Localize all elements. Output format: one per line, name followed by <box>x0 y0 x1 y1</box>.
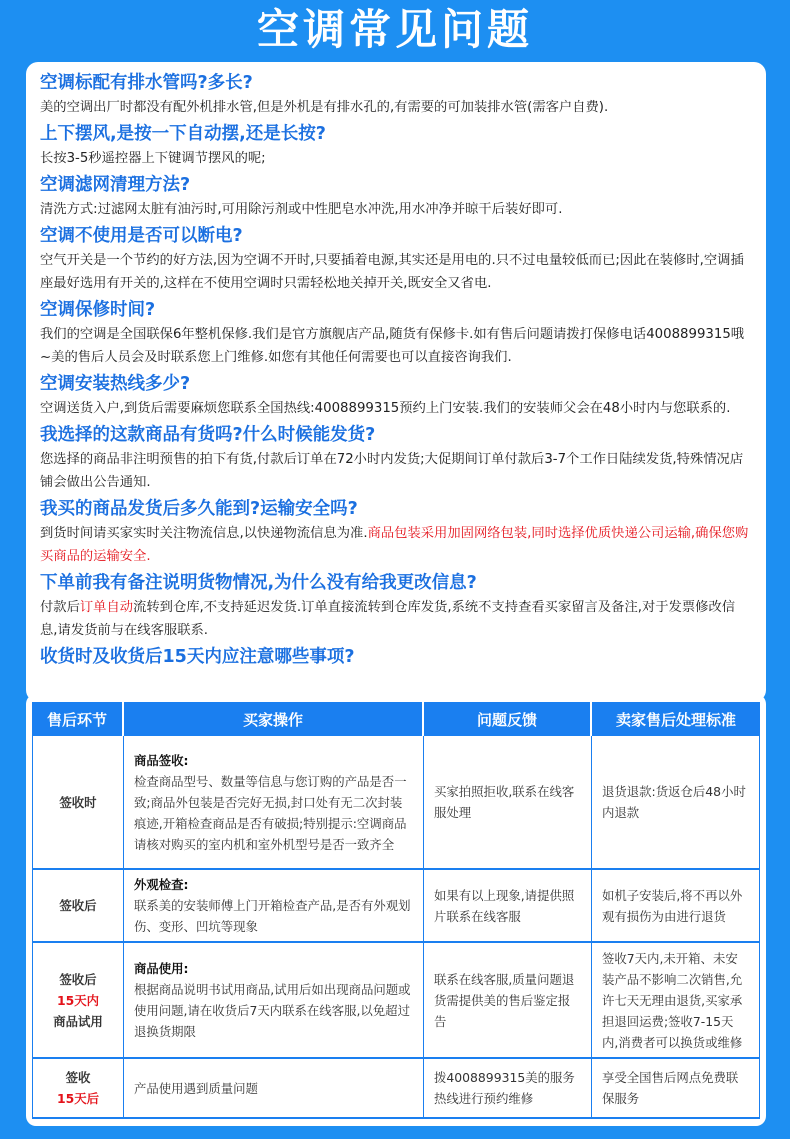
stage-label: 15天内 <box>56 992 100 1008</box>
stage-label: 15天后 <box>56 1091 100 1106</box>
faq-answer-text: 流转到仓库,不支持延迟发货.订单直接流转到仓库发货,系统不支持查看买家留言及备注,对于发票修改信息,请发货前与在线客服联系. <box>40 600 736 638</box>
faq-answer <box>40 596 752 642</box>
faq-item <box>40 371 752 420</box>
faq-answer <box>40 198 752 221</box>
faq-answer-text: 美的空调出厂时都没有配外机排水管,但是外机是有排水孔的,有需要的可加装排水管(需客户自费). <box>40 100 609 115</box>
seller-standard-cell: 签收7天内,未开箱、未安装产品不影响二次销售,允许七天无理由退货,买家承担退回运费;签收7-15天内,消费者可以换货或维修 <box>592 943 760 1059</box>
faq-question: 上下摆风,是按一下自动摆,还是长按? <box>40 124 326 144</box>
faq-item <box>40 496 752 568</box>
faq-answer <box>40 147 752 170</box>
buyer-action-text: 检查商品型号、数量等信息与您订购的产品是否一致;商品外包装是否完好无损,封口处有无二次封装痕迹,开箱检查商品是否有破损;特别提示:空调商品请核对购买的室内机和室外机型号是否一致齐全 <box>134 773 407 852</box>
faq-answer-highlight: 商品包装采用加固网络包装,同时选择优质快递公司运输,确保您购买商品的运输安全. <box>40 526 749 564</box>
buyer-action-cell <box>124 870 424 943</box>
seller-standard-cell: 如机子安装后,将不再以外观有损伤为由进行退货 <box>592 870 760 943</box>
stage-cell <box>32 943 124 1059</box>
faq-answer <box>40 323 752 369</box>
after-sales-card <box>26 694 766 1126</box>
faq-question: 空调标配有排水管吗?多长? <box>40 73 253 93</box>
faq-question: 空调保修时间? <box>40 300 156 320</box>
after-sales-table <box>32 702 760 1119</box>
header-buyer-action: 买家操作 <box>124 702 424 736</box>
faq-answer-text: 空气开关是一个节约的好方法,因为空调不开时,只要插着电源,其实还是用电的.只不过电量较低而已;因此在装修时,空调插座最好选用有开关的,这样在不使用空调时只需轻松地关掉开关,既安全又省电. <box>40 253 744 291</box>
page-title: 空调常见问题 <box>256 5 533 54</box>
faq-answer-text: 到货时间请买家实时关注物流信息,以快递物流信息为准. <box>40 526 368 541</box>
feedback-cell: 买家拍照拒收,联系在线客服处理 <box>424 736 592 870</box>
header-seller-standard: 卖家售后处理标准 <box>592 702 760 736</box>
faq-item <box>40 570 752 642</box>
faq-item <box>40 297 752 369</box>
stage-cell <box>32 870 124 943</box>
faq-question: 我买的商品发货后多久能到?运输安全吗? <box>40 499 358 519</box>
buyer-action-title: 外观检查: <box>134 877 189 892</box>
table-row <box>32 736 760 870</box>
stage-cell <box>32 736 124 870</box>
buyer-action-text: 产品使用遇到质量问题 <box>134 1080 258 1096</box>
buyer-action-text: 联系美的安装师傅上门开箱检查产品,是否有外观划伤、变形、凹坑等现象 <box>134 898 411 934</box>
faq-item <box>40 172 752 221</box>
stage-label: 签收后 <box>59 971 97 987</box>
faq-question: 空调不使用是否可以断电? <box>40 226 243 246</box>
faq-answer-text: 长按3-5秒遥控器上下键调节摆风的呢; <box>40 151 266 166</box>
faq-question: 收货时及收货后15天内应注意哪些事项? <box>40 647 355 667</box>
feedback-cell: 如果有以上现象,请提供照片联系在线客服 <box>424 870 592 943</box>
faq-item <box>40 121 752 170</box>
faq-answer-text: 空调送货入户,到货后需要麻烦您联系全国热线:4008899315预约上门安装.我们的安装师父会在48小时内与您联系的. <box>40 401 731 416</box>
table-row <box>32 870 760 943</box>
faq-answer-highlight: 订单自动 <box>79 600 134 615</box>
table-header-row <box>32 702 760 736</box>
faq-answer <box>40 96 752 119</box>
header-feedback: 问题反馈 <box>424 702 592 736</box>
table-row <box>32 943 760 1059</box>
feedback-cell: 拨4008899315美的服务热线进行预约维修 <box>424 1059 592 1119</box>
stage-label: 签收 <box>65 1070 91 1085</box>
faq-answer <box>40 522 752 568</box>
stage-label: 商品试用 <box>53 1013 103 1029</box>
buyer-action-cell <box>124 1059 424 1119</box>
faq-answer-text: 您选择的商品非注明预售的拍下有货,付款后订单在72小时内发货;大促期间订单付款后3-7个工作日陆续发货,特殊情况店铺会做出公告通知. <box>40 452 744 490</box>
faq-item <box>40 223 752 295</box>
buyer-action-cell <box>124 943 424 1059</box>
faq-question: 空调安装热线多少? <box>40 374 191 394</box>
faq-answer <box>40 397 752 420</box>
faq-item <box>40 70 752 119</box>
stage-cell <box>32 1059 124 1119</box>
buyer-action-title: 商品使用: <box>134 961 189 976</box>
faq-question: 下单前我有备注说明货物情况,为什么没有给我更改信息? <box>40 573 477 593</box>
faq-question: 我选择的这款商品有货吗?什么时候能发货? <box>40 425 376 445</box>
faq-card <box>26 62 766 702</box>
seller-standard-cell: 退货退款:货返仓后48小时内退款 <box>592 736 760 870</box>
faq-item <box>40 422 752 494</box>
table-row <box>32 1059 760 1119</box>
faq-answer <box>40 249 752 295</box>
buyer-action-cell <box>124 736 424 870</box>
faq-answer-text: 我们的空调是全国联保6年整机保修.我们是官方旗舰店产品,随货有保修卡.如有售后问题请拨打保修电话4008899315哦~美的售后人员会及时联系您上门维修.如您有其他任何需要也可以直接咨询我们. <box>40 327 745 365</box>
buyer-action-text: 根据商品说明书试用商品,试用后如出现商品问题或使用问题,请在收货后7天内联系在线客服,以免超过退换货期限 <box>134 982 411 1039</box>
header-stage: 售后环节 <box>32 702 124 736</box>
seller-standard-cell: 享受全国售后网点免费联保服务 <box>592 1059 760 1119</box>
buyer-action-title: 商品签收: <box>134 752 189 768</box>
stage-label: 签收时 <box>59 794 97 810</box>
faq-item <box>40 644 752 670</box>
faq-question: 空调滤网清理方法? <box>40 175 191 195</box>
stage-label: 签收后 <box>59 898 97 913</box>
faq-answer-text: 付款后 <box>40 600 80 615</box>
faq-answer-text: 清洗方式:过滤网太脏有油污时,可用除污剂或中性肥皂水冲洗,用水冲净并晾干后装好即可. <box>40 202 563 217</box>
feedback-cell: 联系在线客服,质量问题退货需提供美的售后鉴定报告 <box>424 943 592 1059</box>
faq-answer <box>40 448 752 494</box>
